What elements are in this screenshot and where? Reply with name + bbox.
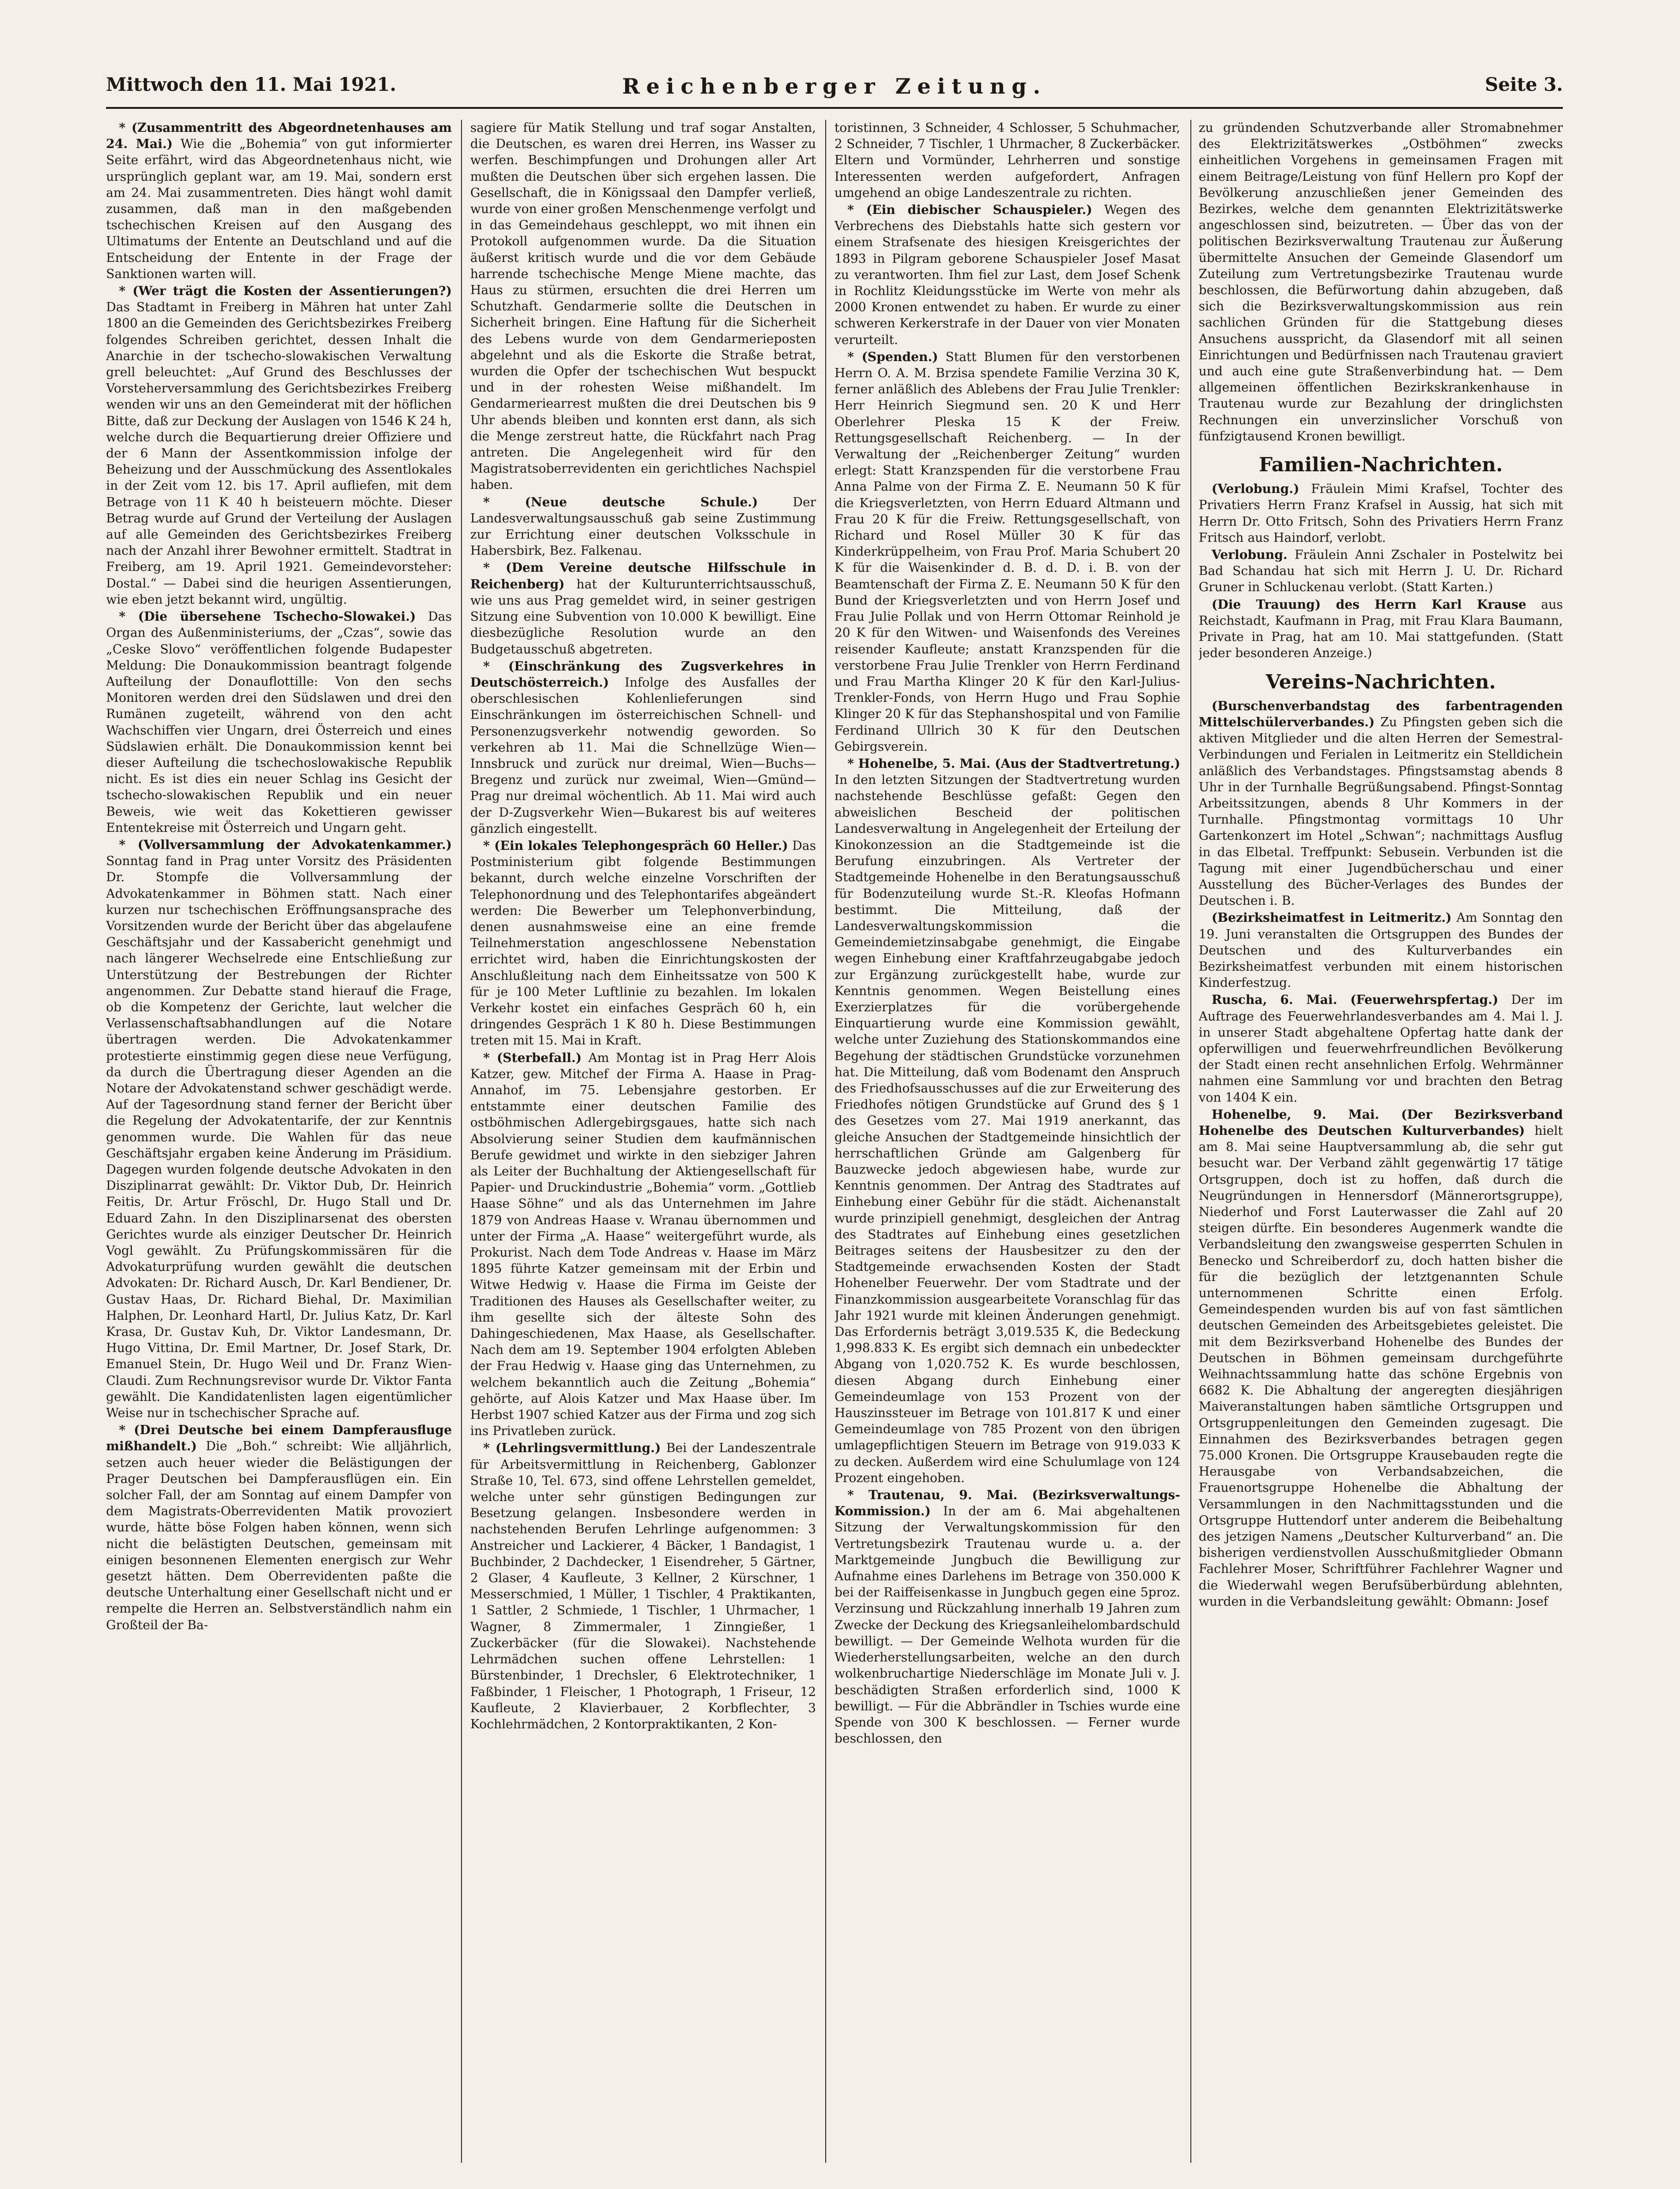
article-body: Am Montag ist in Prag Herr Alois Katzer, gew. Mitchef der Firma A. Haase in Prag-Annahof, im 75. Lebensjahre gestorben. Er entstammte einer deutschen Familie des ostböhmischen Adlergebirgsgaues, hatte sich nach Absolvierung seiner Studien dem kaufmännischen Berufe gewidmet und wirkte in den siebziger Jahren als Leiter der Buchhaltung der Aktiengesellschaft für Papier- und Druckindustrie „Bohemia“ vorm. „Gottlieb Haase Söhne“ und als das Unternehmen im Jahre 1879 von Andreas Haase v. Wranau übernommen und unter der Firma „A. Haase“ weitergeführt wurde, als Prokurist. Nach dem Tode Andreas v. Haase im März 1895 führte Katzer gemeinsam mit der Erbin und Witwe Hedwig v. Haase die Firma im Geiste der Traditionen des Hauses als Gesellschafter weiter, zu ihm gesellte sich der älteste Sohn des Dahingeschiedenen, Max Haase, als Gesellschafter. Nach dem am 19. September 1904 erfolgten Ableben der Frau Hedwig v. Haase ging das Unternehmen, zu welchem bekanntlich auch die Zeitung „Bohemia“ gehörte, auf Alois Katzer und Max Haase über. Im Herbst 1907 schied Katzer aus der Firma und zog sich ins Privatleben zurück.	[470, 1050, 816, 1439]
section-heading: Familien-Nachrichten.	[1259, 453, 1503, 476]
article-heading: Hohenelbe, 9. Mai. (Der Bezirksverband Hohenelbe des Deutschen Kulturverbandes)	[1199, 1107, 1563, 1138]
article-body: Bei der Landeszentrale für Arbeitsvermittlung in Reichenberg, Gablonzer Straße 10, Tel. 673, sind offene Lehrstellen gemeldet, welche unter sehr günstigen Bedingungen zur Besetzung gelangen. Insbesondere werden in nachstehenden Berufen Lehrlinge aufgenommen: 3 Anstreicher und Lackierer, 4 Bäcker, 1 Bandagist, 1 Buchbinder, 2 Dachdecker, 1 Eisendreher, 5 Gärtner, 2 Glaser, 4 Kaufleute, 3 Kellner, 2 Kürschner, 1 Messerschmied, 1 Müller, 1 Tischler, 4 Praktikanten, 1 Sattler, 2 Schmiede, 1 Tischler, 1 Uhrmacher, 1 Wagner, 8 Zimmermaler, 1 Zinngießer, 1 Zuckerbäcker (für die Slowakei). Nachstehende Lehrmädchen suchen offene Lehrstellen: 1 Bürstenbinder, 1 Drechsler, 6 Elektrotechniker, 1 Faßbinder, 1 Fleischer, 1 Photograph, 1 Friseur, 12 Kaufleute, 2 Klavierbauer, 2 Korbflechter, 3 Kochlehrmädchen, 2 Kontorpraktikanten, 2 Kon-	[470, 1441, 816, 1732]
article	[106, 283, 452, 608]
newspaper-title: Reichenberger Zeitung.	[622, 74, 1047, 99]
article-heading: * (Vollversammlung der Advokatenkammer.)	[119, 837, 452, 852]
article-body: Der Landesverwaltungsausschuß gab seine Zustimmung zur Errichtung einer deutschen Volksschule in Habersbirk, Bez. Falkenau.	[470, 495, 816, 558]
article-body: In den letzten Sitzungen der Stadtvertretung wurden nachstehende Beschlüsse gefaßt: Gegen den abweislichen Bescheid der politischen Landesverwaltung in Angelegenheit der Erteilung der Kinokonzession an die Stadtgemeinde ist die Berufung einzubringen. Als Vertreter der Stadtgemeinde Hohenelbe in den Beratungsausschuß für Bodenzuteilung wurde St.-R. Kleofas Hofmann bestimmt. Die Mitteilung, daß der Landesverwaltungskommission die Gemeindemietzinsabgabe genehmigt, die Eingabe wegen Einhebung einer Kraftfahrzeugabgabe jedoch zur Ergänzung zurückgestellt habe, wurde zur Kenntnis genommen. Wegen Beistellung eines Exerzierplatzes für die vorübergehende Einquartierung wurde eine Kommission gewählt, welche unter Zuziehung des Stationskommandos eine Begehung der städtischen Grundstücke vorzunehmen hat. Die Mitteilung, daß vom Bodenamt den Anspruch des Friedhofsausschusses auf die zur Erweiterung des Friedhofes nötigen Grundstücke auf Grund des § 1 des Gesetzes vom 27. Mai 1919 anerkannt, das gleiche Ansuchen der Stadtgemeinde hinsichtlich der herrschaftlichen Gründe am Galgenberg für Bauzwecke jedoch abgewiesen habe, wurde zur Kenntnis genommen. Der Antrag des Stadtrates auf Einhebung einer Gebühr für die städt. Aichenanstalt wurde prinzipiell genehmigt, desgleichen der Antrag des Stadtrates auf Einhebung eines gesetzlichen Beitrages seitens der Hausbesitzer zu den der Stadtgemeinde erwachsenden Kosten der Stadt Hohenelber Feuerwehr. Der vom Stadtrate und der Finanzkommission ausgearbeitete Voranschlag für das Jahr 1921 wurde mit kleinen Änderungen genehmigt. Das Erfordernis beträgt 3,019.535 K, die Bedeckung 1,998.833 K. Es ergibt sich demnach ein unbedeckter Abgang von 1,020.752 K. Es wurde beschlossen, diesen Abgang durch Einhebung einer Gemeindeumlage von 153 Prozent von der Hauszinssteuer im Betrage von 101.817 K und einer Gemeindeumlage von 785 Prozent von den übrigen umlagepflichtigen Steuern im Betrage von 919.033 K zu decken. Außerdem wird eine Schulumlage von 124 Prozent eingehoben.	[834, 773, 1180, 1485]
article-body: Das Organ des Außenministeriums, der „Czas“, sowie das „Ceske Slovo“ veröffentlichen folgende Budapester Meldung: Die Donaukommission beantragt folgende Aufteilung der Donauflottille: Von den sechs Monitoren werden drei den Südslawen und drei den Rumänen zugeteilt, während von den acht Wachschiffen vier Ungarn, drei Österreich und eines Südslawien erhält. Die Donaukommission kennt bei dieser Aufteilung die tschechoslowakische Republik nicht. Es ist dies ein neuer Schlag ins Gesicht der tschecho-slowakischen Republik und ein neuer Beweis, wie weit das Kokettieren gewisser Ententekreise mit Österreich und Ungarn geht.	[106, 610, 452, 835]
article-heading: * (Wer trägt die Kosten der Assentierungen?)	[119, 284, 452, 299]
article-heading: * (Drei Deutsche bei einem Dampferausfluge mißhandelt.)	[106, 1423, 452, 1454]
article-heading: (Verlobung.)	[1212, 482, 1300, 497]
article-body: Statt Blumen für den verstorbenen Herrn O. A. M. Brzisa spendete Familie Verzina 30 K, ferner anläßlich des Ablebens der Frau Julie Trenkler: Herr Heinrich Siegmund sen. 20 K und Herr Oberlehrer Pleska 15 K der Freiw. Rettungsgesellschaft Reichenberg. — In der Verwaltung der „Reichenberger Zeitung“ wurden erlegt: Statt Kranzspenden für die verstorbene Frau Anna Palme von der Firma Z. E. Neumann 50 K für die Kriegsverletzten, von Herrn Eduard Altmann und Frau 20 K für die Freiw. Rettungsgesellschaft, von Richard und Rosel Müller 30 K für das Kinderkrüppelheim, von Frau Prof. Maria Schubert 20 K für die Waisenkinder d. B. d. D. i. B. von der Beamtenschaft der Firma Z. E. Neumann 50 K für den Bund der Kriegsverletzten und von Herrn Josef und Frau Julie Pollak und von Herrn Ottomar Reinhold je 20 K für den Witwen- und Waisenfonds des Vereines reisender Kaufleute; anstatt Kranzspenden für die verstorbene Frau Julie Trenkler von Herrn Ferdinand und Frau Martha Klinger 20 K für den Karl-Julius-Trenkler-Fonds, von Herrn Hugo und Frau Sophie Klinger 20 K für das Stephanshospital und von Familie Ferdinand Ullrich 30 K für den Deutschen Gebirgsverein.	[834, 350, 1180, 754]
article	[834, 756, 1180, 1486]
article-heading: (Burschenverbandstag des farbentragenden Mittelschülerverbandes.)	[1199, 699, 1563, 730]
section-heading: Vereins-Nachrichten.	[1266, 670, 1496, 693]
article-body: Der im Auftrage des Feuerwehrlandesverbandes am 4. Mai l. J. in unserer Stadt abgehaltene Opfertag hatte dank der opferwilligen und feuerwehrfreundlichen Bevölkerung der Stadt einen recht ansehnlichen Erfolg. Wehrmänner nahmen eine Sammlung vor und brachten den Betrag von 1404 K ein.	[1199, 993, 1563, 1105]
article	[106, 609, 452, 836]
article-heading: * (Ein lokales Telephongespräch 60 Heller.)	[483, 838, 788, 853]
article	[1199, 547, 1563, 596]
article-body: Fräulein Anni Zschaler in Postelwitz bei Bad Schandau hat sich mit Herrn J. U. Dr. Richard Gruner in Schluckenau verlobt. (Statt Karten.)	[1199, 548, 1563, 595]
article	[834, 120, 1180, 201]
article	[1199, 120, 1563, 445]
issue-date: Mittwoch den 11. Mai 1921.	[106, 74, 396, 95]
article	[1199, 698, 1563, 909]
article-heading: (Bezirksheimatfest in Leitmeritz.)	[1212, 911, 1452, 925]
column-divider	[461, 120, 462, 2163]
article-body: hat der Kulturunterrichtsausschuß, wie uns aus Prag gemeldet wird, in seiner gestrigen Sitzung eine Subvention von 10.000 K bewilligt. Eine diesbezügliche Resolution wurde an den Budgetausschuß abgetreten.	[470, 577, 816, 657]
article	[834, 349, 1180, 755]
article-body: Fräulein Mimi Krafsel, Tochter des Privatiers Herrn Franz Krafsel in Aussig, hat sich mit Herrn Dr. Otto Fritsch, Sohn des Privatiers Herrn Franz Fritsch aus Haindorf, verlobt.	[1199, 482, 1563, 545]
article	[1199, 992, 1563, 1105]
article-body: Wegen des Verbrechens des Diebstahls hatte sich gestern vor einem Strafsenate des hiesigen Kreisgerichtes der 1893 in Pilgram geborene Schauspieler Josef Masat zu verantworten. Ihm fiel zur Last, dem Josef Schenk in Rochlitz Kleidungsstücke im Werte von mehr als 2000 Kronen entwendet zu haben. Er wurde zu einer schweren Kerkerstrafe in der Dauer von vier Monaten verurteilt.	[834, 203, 1180, 347]
page-number: Seite 3.	[1485, 74, 1563, 95]
article	[470, 1440, 816, 1732]
column-divider	[1190, 120, 1191, 2163]
column-divider	[825, 120, 826, 2163]
article	[834, 1487, 1180, 1747]
article-heading: * (Neue deutsche Schule.)	[483, 495, 758, 510]
masthead	[106, 74, 1563, 101]
article	[1199, 597, 1563, 662]
article-body: Das Stadtamt in Freiberg in Mähren hat unter Zahl 1800 an die Gemeinden des Gerichtsbezirkes Freiberg folgendes Schreiben gerichtet, dessen Inhalt die Anarchie in der tschecho-slowakischen Verwaltung grell beleuchtet: „Auf Grund des Beschlusses der Vorsteherversammlung des Gerichtsbezirkes Freiberg wenden wir uns an den Gemeinderat mit der höflichen Bitte, daß zur Deckung der Auslagen von 1546 K 24 h, welche durch die Bequartierung dreier Offiziere und der 6 Mann der Assentkommission infolge der Beheizung und der Ausschmückung des Assentlokales in der Zeit vom 12. bis 17. April aufliefen, mit dem Betrage von 11 K 40 h beisteuern möchte. Dieser Betrag wurde auf Grund der Verteilung der Auslagen auf alle Gemeinden des Gerichtsbezirkes Freiberg nach der Anzahl ihrer Bewohner ermittelt. Stadtrat in Freiberg, am 19. April 1921. Gemeindevorsteher: Dostal.“ — Dabei sind die heurigen Assentierungen, wie eben jetzt bekannt wird, ungültig.	[106, 300, 452, 607]
column-2	[470, 120, 816, 2167]
article-heading: * (Lehrlingsvermittlung.)	[483, 1441, 661, 1456]
article-body: In der am 6. Mai abgehaltenen Sitzung der Verwaltungskommission für den Vertretungsbezirk Trautenau wurde u. a. der Marktgemeinde Jungbuch die Bewilligung zur Aufnahme eines Darlehens im Betrage von 350.000 K bei der Raiffeisenkasse in Jungbuch gegen eine 5proz. Verzinsung und Rückzahlung innerhalb 19 Jahren zum Zwecke der Deckung des Kriegsanleihelombardschuld bewilligt. — Der Gemeinde Welhota wurden für die Wiederherstellungsarbeiten, welche an den durch wolkenbruchartige Niederschläge im Monate Juli v. J. beschädigten Straßen erforderlich sind, 1000 K bewilligt. — Für die Abbrändler in Tschies wurde eine Spende von 300 K beschlossen. — Ferner wurde beschlossen, den	[834, 1504, 1180, 1746]
article	[470, 838, 816, 1049]
article-heading: * (Die übersehene Tschecho-Slowakei.)	[119, 610, 416, 624]
article-heading: Verlobung.	[1212, 548, 1288, 563]
article	[106, 120, 452, 282]
article-body: aus Reichstadt, Kaufmann in Prag, mit Frau Klara Baumann, Private in Prag, hat am 10. Mai stattgefunden. (Statt jeder besonderen Anzeige.)	[1199, 597, 1563, 661]
article-heading: Ruscha, 6. Mai. (Feuerwehrspfertag.)	[1212, 993, 1498, 1008]
article-heading: * (Spenden.)	[847, 350, 938, 364]
masthead-rule	[106, 107, 1563, 109]
article	[106, 1422, 452, 1633]
article-body: Infolge des Ausfalles der oberschlesischen Kohlenlieferungen sind Einschränkungen im österreichischen Schnell- und Personenzugsverkehr notwendig geworden. So verkehren ab 11. Mai die Schnellzüge Wien—Innsbruck und zurück nur dreimal, Wien—Buchs—Bregenz und zurück nur zweimal, Wien—Gmünd—Prag nur dreimal wöchentlich. Ab 11. Mai wird auch der D-Zugsverkehr Wien—Bukarest bis auf weiteres gänzlich eingestellt.	[470, 675, 816, 836]
article-heading: * (Ein diebischer Schauspieler.)	[847, 203, 1093, 218]
article-body: Das Postministerium gibt folgende Bestimmungen bekannt, durch welche einzelne Vorschriften der Telephonordnung und des Telephontarifes abgeändert werden: Die Bewerber um Telephonverbindung, denen ausnahmsweise eine an eine fremde Teilnehmerstation angeschlossene Nebenstation errichtet wird, haben die Einrichtungskosten der Anschlußleitung nach dem Einheitssatze von 500 K für je 100 Meter Luftlinie zu bezahlen. Im lokalen Verkehr kostet ein einfaches Gespräch 60 h, ein dringendes Gespräch 1 K 80 h. Diese Bestimmungen treten mit 15. Mai in Kraft.	[470, 838, 816, 1048]
article	[470, 560, 816, 657]
article-body: Wie die „Bohemia“ von gut informierter Seite erfährt, wird das Abgeordnetenhaus nicht, wie ursprünglich geplant war, am 19. Mai, sondern erst am 24. Mai zusammentreten. Dies hängt wohl damit zusammen, daß man in den maßgebenden tschechischen Kreisen auf den Ausgang des Ultimatums der Entente an Deutschland und auf die Entscheidung der Entente in der Frage der Sanktionen warten will.	[106, 137, 452, 281]
article-body: hielt am 8. Mai seine Hauptversammlung ab, die sehr gut besucht war. Der Verband zählt gegenwärtig 17 tätige Ortsgruppen, doch ist zu hoffen, daß durch die Neugründungen in Hennersdorf (Männerortsgruppe), Niederhof und Forst Lauterwasser die Zahl auf 20 steigen dürfte. Ein besonderes Augenmerk wandte die Verbandsleitung den zwangsweise gesperrten Schulen in Benecko und Schreiberdorf zu, doch hatten bisher die für die bezüglich der letztgenannten Schule unternommenen Schritte einen Erfolg. Gemeindespenden wurden bis auf von fast sämtlichen deutschen Gemeinden des Arbeitsgebietes geleistet. Die mit dem Bezirksverband Hohenelbe des Bundes der Deutschen in Böhmen gemeinsam durchgeführte Weihnachtssammlung hatte das schöne Ergebnis von 6682 K. Die Abhaltung der angeregten diesjährigen Maiveranstaltungen haben sämtliche Ortsgruppen und Ortsgruppenleitungen den Gemeinden zugesagt. Die Einnahmen des Bezirksverbandes betragen gegen 75.000 Kronen. Die Ortsgruppe Krausebauden regte die Herausgabe von Verbandsabzeichen, die Frauenortsgruppe Hohenelbe die Abhaltung der Versammlungen in den Nachmittagsstunden und die Ortsgruppe Huttendorf unter anderem die Beibehaltung des jetzigen Namens „Deutscher Kulturverband“ an. Die bisherigen verdienstvollen Ausschußmitglieder Obmann Fachlehrer Moser, Schriftführer Fachlehrer Wagner und die Wiederwahl wegen Berufsüberbürdung ablehnten, wurden in die Verbandsleitung gewählt: Obmann: Josef	[1199, 1123, 1563, 1609]
article	[470, 1050, 816, 1440]
article	[1199, 1107, 1563, 1610]
article-body: sagiere für Matik Stellung und traf sogar Anstalten, die Deutschen, es waren drei Herren, ins Wasser zu werfen. Beschimpfungen und Drohungen aller Art mußten die Deutschen über sich ergehen lassen. Die Gesellschaft, die in Königssaal den Dampfer verließ, wurde von einer großen Menschenmenge verfolgt und in das Gemeindehaus geschleppt, wo mit ihnen ein Protokoll aufgenommen wurde. Da die Situation äußerst kritisch wurde und die vor dem Gebäude harrende tschechische Menge Miene machte, das Haus zu stürmen, ersuchten die drei Herren um Schutzhaft. Gendarmerie sollte die Deutschen in Sicherheit bringen. Eine Haftung für die Sicherheit des Lebens wurde von dem Gendarmerieposten abgelehnt und als die Eskorte die Straße betrat, wurden die Opfer der tschechischen Wut bespuckt und in der rohesten Weise mißhandelt. Im Gendarmeriearrest mußten die drei Deutschen bis 9 Uhr abends bleiben und konnten erst dann, als sich die Menge zerstreut hatte, die Rückfahrt nach Prag antreten. Die Angelegenheit wird für den Magistratsoberrevidenten ein gerichtliches Nachspiel haben.	[470, 121, 816, 492]
article	[834, 202, 1180, 348]
article-body: Zu Pfingsten geben sich die aktiven Mitglieder und die alten Herren der Semestral-Verbindungen und Ferialen in Leitmeritz ein Stelldichein anläßlich des Verbandstages. Pfingstsamstag abends 8 Uhr in der Turnhalle Begrüßungsabend. Pfingst-Sonntag Arbeitssitzungen, abends 8 Uhr Kommers in der Turnhalle. Pfingstmontag vormittags 10 Uhr Gartenkonzert im Hotel „Schwan“; nachmittags Ausflug in das Elbetal. Treffpunkt: Sebusein. Verbunden ist die Tagung mit einer Jugendbücherschau und einer Ausstellung des Bücher-Verlages des Bundes der Deutschen i. B.	[1199, 715, 1563, 908]
article-heading: (Die Trauung) des Herrn Karl Krause	[1212, 597, 1526, 612]
article	[1199, 481, 1563, 546]
article	[470, 658, 816, 837]
article	[470, 120, 816, 493]
article-heading: * (Dem Vereine deutsche Hilfsschule in Reichenberg)	[470, 561, 816, 592]
article	[1199, 910, 1563, 991]
article-heading: * (Einschränkung des Zugsverkehres in Deutschösterreich.)	[470, 659, 816, 690]
article-body: Sonntag fand in Prag unter Vorsitz des Präsidenten Dr. Stompfe die Vollversammlung der Advokatenkammer in Böhmen statt. Nach einer kurzen nur tschechischen Eröffnungsansprache des Vorsitzenden wurde der Bericht über das abgelaufene Geschäftsjahr und der Kassabericht genehmigt und nach längerer Wechselrede eine Entschließung zur Unterstützung der Bestrebungen der Richter angenommen. Zur Debatte stand hierauf die Frage, ob die Kompetenz der Gerichte, laut welcher die Verlassenschaftsabhandlungen auf die Notare übertragen werden. Die Advokatenkammer protestierte einstimmig gegen diese neue Verfügung, da durch die Übertragung dieser Agenden an die Notare der Advokatenstand schwer geschädigt werde. Auf der Tagesordnung stand ferner der Bericht über die Regelung der Advokatentarife, der zur Kenntnis genommen wurde. Die Wahlen für das neue Geschäftsjahr ergaben keine Änderung im Präsidium. Dagegen wurden folgende deutsche Advokaten in den Disziplinarrat gewählt: Dr. Viktor Dub, Dr. Heinrich Feitis, Dr. Artur Fröschl, Dr. Hugo Stall und Dr. Eduard Zahn. In den Disziplinarsenat des obersten Gerichtes wurde als einziger Deutscher Dr. Heinrich Vogl gewählt. Zu Prüfungskommissären für die Advokaturprüfung wurden gewählt die deutschen Advokaten: Dr. Richard Ausch, Dr. Karl Bendiener, Dr. Gustav Haas, Dr. Richard Biehal, Dr. Maximilian Halphen, Dr. Leonhard Hartl, Dr. Julius Katz, Dr. Karl Krasa, Dr. Gustav Kuh, Dr. Viktor Landesmann, Dr. Hugo Vittina, Dr. Emil Martner, Dr. Josef Stark, Dr. Emanuel Stein, Dr. Hugo Weil und Dr. Franz Wien-Claudi. Zum Rechnungsrevisor wurde Dr. Viktor Fanta gewählt. Die Kandidatenlisten lagen eigentümlicher Weise nur in tschechischer Sprache auf.	[106, 854, 452, 1421]
article	[106, 837, 452, 1421]
column-3	[834, 120, 1180, 2167]
article-heading: * (Zusammentritt des Abgeordnetenhauses am 24. Mai.)	[106, 121, 452, 152]
article-heading: * Trautenau, 9. Mai. (Bezirksverwaltungs-Kommission.)	[834, 1488, 1180, 1519]
column-4	[1199, 120, 1563, 2167]
article-body: zu gründenden Schutzverbande aller Stromabnehmer des Elektrizitätswerkes „Ostböhmen“ zwecks einheitlichen Vorgehens in gemeinsamen Fragen mit einem Beitrage/Leistung von fünf Hellern pro Kopf der Bevölkerung anzuschließen jener Gemeinden des Bezirkes, welche dem genannten Elektrizitätswerke angeschlossen sind, beizutreten. — Über das von der politischen Bezirksverwaltung Trautenau zur Äußerung übermittelte Ansuchen der Gemeinde Glasendorf um Zuteilung zum Vertretungsbezirke Trautenau wurde beschlossen, die Befürwortung dahin abzugeben, daß sich die Bezirksverwaltungskommission aus rein sachlichen Gründen für die Stattgebung dieses Ansuchens ausspricht, da Glasendorf mit all seinen Einrichtungen und Bedürfnissen nach Trautenau graviert und auch eine gute Straßenverbindung hat. — Dem allgemeinen öffentlichen Bezirkskrankenhause in Trautenau wurde zur Bezahlung der dringlichsten Rechnungen ein unverzinslicher Vorschuß von fünfzigtausend Kronen bewilligt.	[1199, 121, 1563, 444]
article-heading: * (Sterbefall.)	[483, 1050, 582, 1065]
article-heading: * Hohenelbe, 5. Mai. (Aus der Stadtvertretung.)	[847, 756, 1180, 771]
article-body: toristinnen, 3 Schneider, 4 Schlosser, 5 Schuhmacher, 2 Schneider, 7 Tischler, 1 Uhrmacher, 8 Zuckerbäcker. Eltern und Vormünder, Lehrherren und sonstige Interessenten werden aufgefordert, Anfragen umgehend an obige Landeszentrale zu richten.	[834, 121, 1180, 200]
column-1	[106, 120, 452, 2167]
article-body: Die „Boh.“ schreibt: Wie alljährlich, setzen auch heuer wieder die Belästigungen der Prager Deutschen bei Dampferausflügen ein. Ein solcher Fall, der am Sonntag auf einem Dampfer von dem Magistrats-Oberrevidenten Matik provoziert wurde, hätte böse Folgen haben können, wenn sich nicht die belästigten Deutschen, gemeinsam mit einigen besonnenen Elementen energisch zur Wehr gesetzt hätten. Dem Oberrevidenten paßte die deutsche Unterhaltung einer Gesellschaft nicht und er rempelte die Herren an. Selbstverständlich nahm ein Großteil der Ba-	[106, 1439, 452, 1632]
article	[470, 494, 816, 559]
article-body: Am Sonntag den 19. Juni veranstalten die Ortsgruppen des Bundes der Deutschen und des Kulturverbandes ein Bezirksheimatfest verbunden mit einem historischen Kinderfestzug.	[1199, 911, 1563, 991]
